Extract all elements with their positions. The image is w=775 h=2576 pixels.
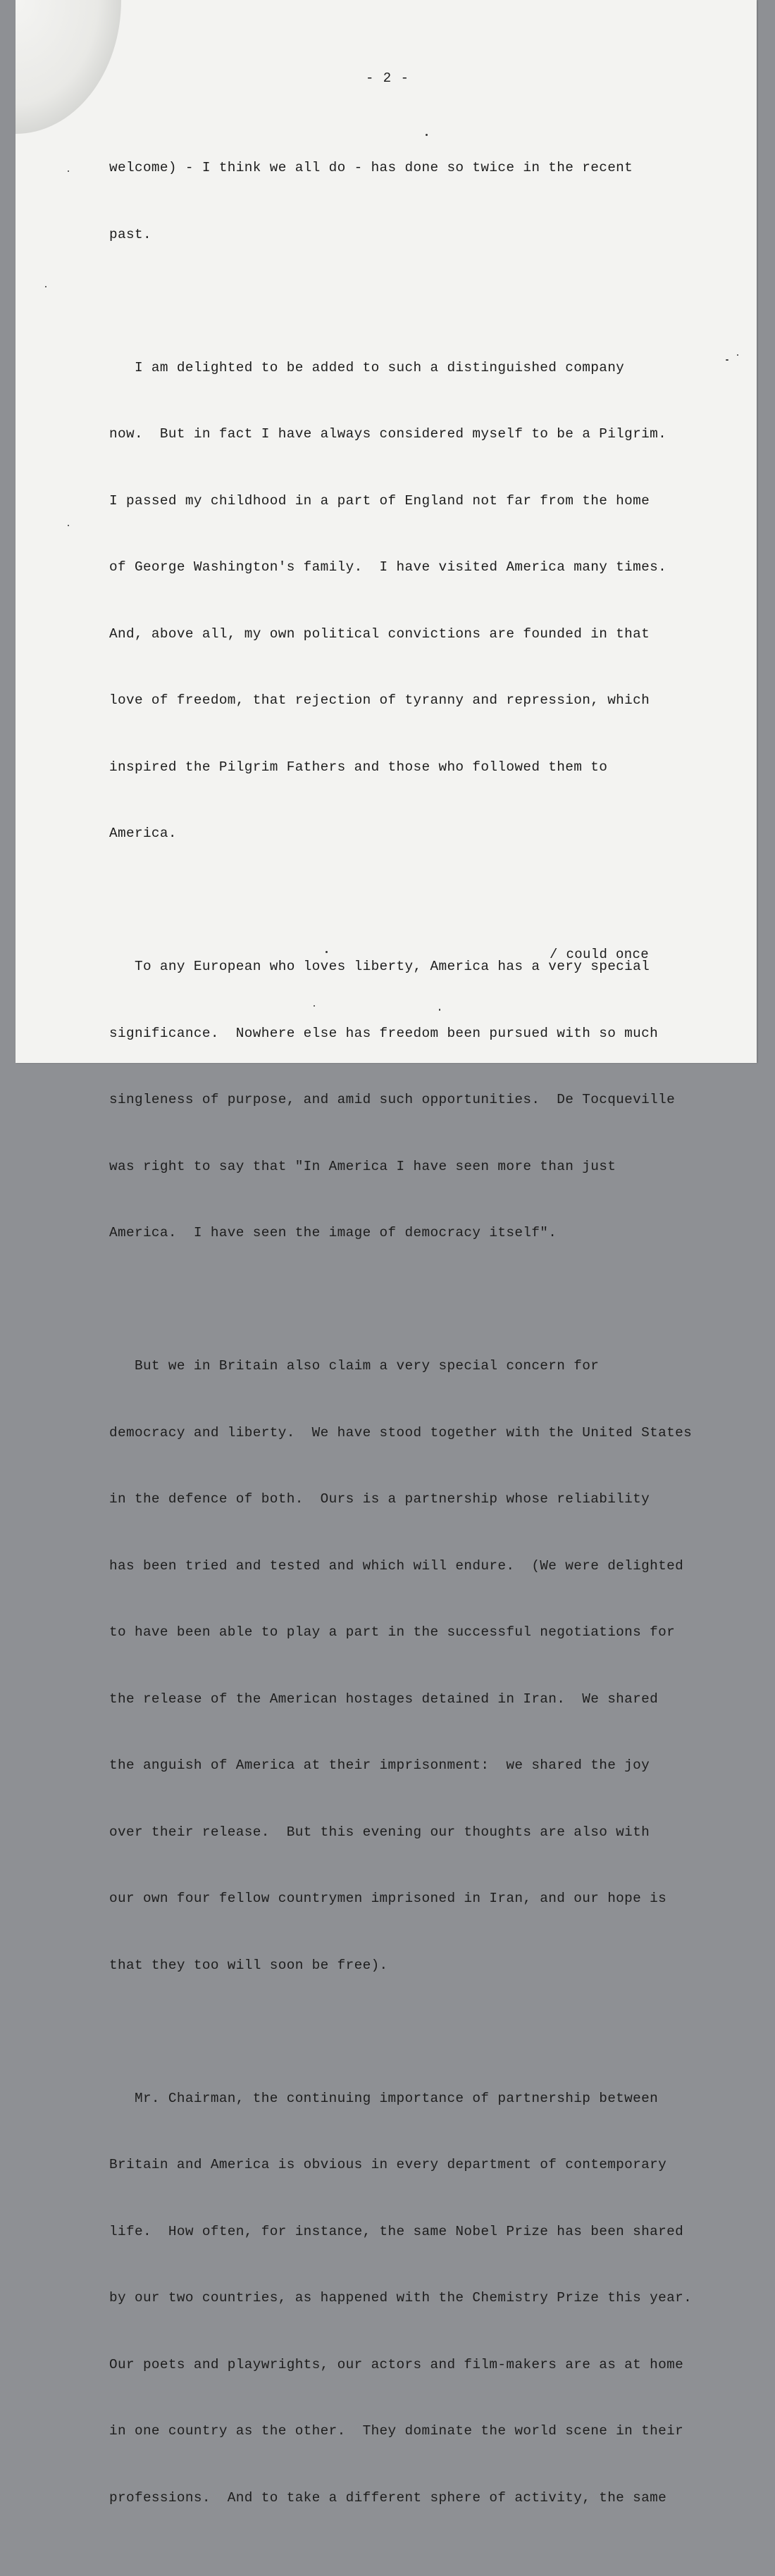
text-line: Our poets and playwrights, our actors and film-makers are as at home xyxy=(109,2356,684,2372)
text-line: But we in Britain also claim a very special concern for xyxy=(109,1358,600,1374)
page-number: - 2 - xyxy=(365,70,409,86)
paragraph xyxy=(109,1311,747,2021)
text-line: life. How often, for instance, the same Nobel Prize has been shared xyxy=(109,2223,684,2239)
paper-speck xyxy=(68,525,69,526)
text-line: I passed my childhood in a part of England not far from the home xyxy=(109,492,650,509)
text-line: our own four fellow countrymen imprisoned in Iran, and our hope is xyxy=(109,1891,667,1906)
paragraph xyxy=(109,313,747,890)
text-line: welcome) - I think we all do - has done so twice in the recent xyxy=(109,160,633,175)
paper-speck xyxy=(737,354,738,356)
text-line: the anguish of America at their imprisonment: we shared the joy xyxy=(109,1757,650,1773)
text-line: singleness of purpose, and amid such opportunities. De Tocqueville xyxy=(109,1092,676,1107)
document-body xyxy=(109,113,747,2576)
text-line: has been tried and tested and which will endure. (We were delighted xyxy=(109,1557,684,1574)
text-line: to have been able to play a part in the successful negotiations for xyxy=(109,1624,676,1640)
text-line: in the defence of both. Ours is a partnership whose reliability xyxy=(109,1491,650,1507)
text-line: professions. And to take a different sphere of activity, the same xyxy=(109,2489,667,2506)
text-line: America. I have seen the image of democracy itself". xyxy=(109,1225,557,1240)
paper-speck xyxy=(426,134,428,136)
text-line: that they too will soon be free). xyxy=(109,1957,388,1973)
page-curl xyxy=(16,0,121,134)
text-line: inspired the Pilgrim Fathers and those who followed them to xyxy=(109,759,608,775)
text-line: love of freedom, that rejection of tyranny and repression, which xyxy=(109,692,650,708)
continuation-catchword: / could once xyxy=(550,947,650,962)
text-line: of George Washington's family. I have visited America many times. xyxy=(109,559,667,575)
paragraph xyxy=(109,2043,747,2554)
paper-speck xyxy=(68,170,69,172)
paper-speck xyxy=(726,359,728,361)
text-line: in one country as the other. They dominate the world scene in their xyxy=(109,2423,684,2439)
text-line: over their release. But this evening our thoughts are also with xyxy=(109,1824,650,1840)
text-line: To any European who loves liberty, America has a very special xyxy=(109,959,650,974)
paper-speck xyxy=(326,951,328,953)
text-line: was right to say that "In America I have seen more than just xyxy=(109,1158,616,1174)
text-line: Mr. Chairman, the continuing importance of partnership between xyxy=(109,2090,659,2106)
paper-speck xyxy=(314,1005,315,1007)
text-line: I am delighted to be added to such a distinguished company xyxy=(109,359,625,375)
text-line: And, above all, my own political convictions are founded in that xyxy=(109,626,650,642)
text-line: significance. Nowhere else has freedom been pursued with so much xyxy=(109,1025,659,1041)
text-line: Britain and America is obvious in every department of contemporary xyxy=(109,2157,667,2172)
text-line: democracy and liberty. We have stood together with the United States xyxy=(109,1424,693,1441)
text-line: the release of the American hostages detained in Iran. We shared xyxy=(109,1691,659,1707)
text-line: by our two countries, as happened with the Chemistry Prize this year. xyxy=(109,2290,693,2306)
paragraph xyxy=(109,911,747,1289)
text-line: now. But in fact I have always considered myself to be a Pilgrim. xyxy=(109,426,667,442)
text-line: America. xyxy=(109,826,177,841)
paragraph xyxy=(109,113,747,290)
paper-speck xyxy=(45,286,46,287)
paper-speck xyxy=(439,1009,440,1011)
text-line: past. xyxy=(109,226,151,242)
